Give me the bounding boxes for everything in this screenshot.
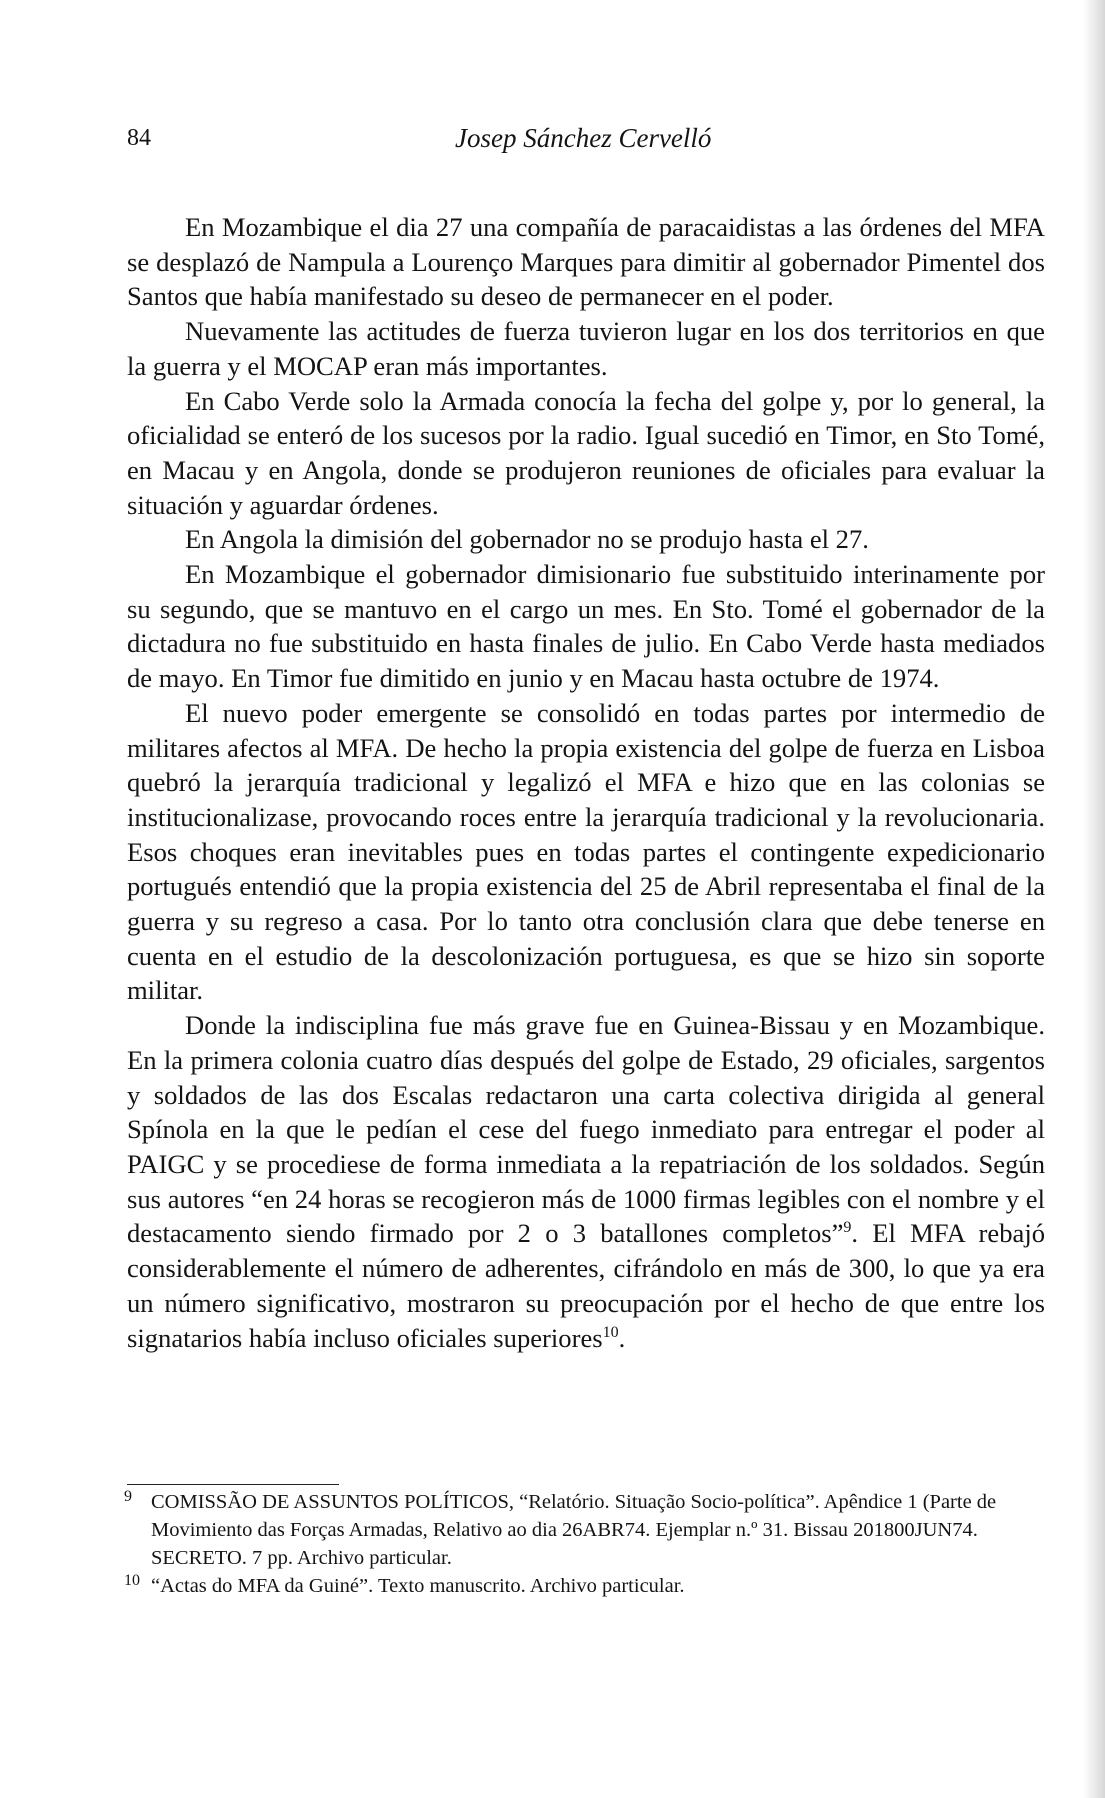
paragraph: En Cabo Verde solo la Armada conocía la fecha del golpe y, por lo general, la oficialidad se enteró de los sucesos por la radio. Igual sucedió en Timor, en Sto Tomé, en Macau y en Angola, donde se produjeron reuniones de oficiales para evaluar la situación y aguardar órdenes. <box>127 385 1045 520</box>
footnotes <box>124 1488 1044 1600</box>
page-number: 84 <box>127 125 151 151</box>
footnote-text: “Actas do MFA da Guiné”. Texto manuscrito. Archivo particular. <box>151 1575 685 1597</box>
running-head: Josep Sánchez Cervelló <box>455 123 712 153</box>
footnote-text: COMISSÃO DE ASSUNTOS POLÍTICOS, “Relatório. Situação Socio-política”. Apêndice 1 (Parte de Movimiento das Forças Armadas, Relativo ao dia 26ABR74. Ejemplar n.º 31. Bissau 201800JUN74. SECRETO. 7 pp. Archivo particular. <box>151 1491 997 1569</box>
paragraph: En Mozambique el dia 27 una compañía de paracaidistas a las órdenes del MFA se desplazó de Nampula a Lourenço Marques para dimitir al gobernador Pimentel dos Santos que había manifestado su deseo de permanecer en el poder. <box>127 212 1045 312</box>
footnote-mark: 10 <box>124 1572 140 1589</box>
footnote-ref-10[interactable]: 10 <box>602 1323 619 1341</box>
page-edge-shadow <box>1083 0 1105 1798</box>
paragraph-text: . <box>618 1322 626 1353</box>
page-header <box>127 118 1047 158</box>
footnote-separator <box>127 1484 339 1485</box>
footnote-ref-9[interactable]: 9 <box>843 1219 852 1237</box>
paragraph-text: . El MFA rebajó considerablemente el número de adherentes, cifrándolo en más de 300, lo que ya era un número significativo, mostraron su preocupación por el hecho de que entre los signatarios había incluso oficiales superiores <box>127 1218 1046 1353</box>
paragraph: En Mozambique el gobernador dimisionario fue substituido interinamente por su segundo, que se mantuvo en el cargo un mes. En Sto. Tomé el gobernador de la dictadura no fue substituido en hasta finales de julio. En Cabo Verde hasta mediados de mayo. En Timor fue dimitido en junio y en Macau hasta octubre de 1974. <box>127 559 1045 694</box>
body-text <box>127 210 1045 1355</box>
paragraph-text: Donde la indisciplina fue más grave fue en Guinea-Bissau y en Mozambique. En la primera colonia cuatro días después del golpe de Estado, 29 oficiales, sargentos y soldados de las dos Escalas redactaron una carta colectiva dirigida al general Spínola en la que le pedían el cese del fuego inmediato para entregar el poder al PAIGC y se procediese de forma inmediata a la repatriación de los soldados. Según sus autores “en 24 horas se recogieron más de 1000 firmas legibles con el nombre y el destacamento siendo firmado por 2 o 3 batallones completos” <box>127 1010 1045 1249</box>
paragraph: El nuevo poder emergente se consolidó en todas partes por intermedio de militares afectos al MFA. De hecho la propia existencia del golpe de fuerza en Lisboa quebró la jerarquía tradicional y legalizó el MFA e hizo que en las colonias se institucionalizase, provocando roces entre la jerarquía tradicional y la revolucionaria. Esos choques eran inevitables pues en todas partes el contingente expedicionario portugués entendió que la propia existencia del 25 de Abril representaba el final de la guerra y su regreso a casa. Por lo tanto otra conclusión clara que debe tenerse en cuenta en el estudio de la descolonización portuguesa, es que se hizo sin soporte militar. <box>127 697 1045 1006</box>
footnote <box>124 1488 1044 1572</box>
footnote <box>124 1572 1044 1600</box>
footnote-mark: 9 <box>124 1488 132 1505</box>
paragraph-with-notes <box>127 1008 1045 1355</box>
paragraph: Nuevamente las actitudes de fuerza tuvieron lugar en los dos territorios en que la guerra y el MOCAP eran más importantes. <box>127 316 1045 381</box>
paragraph: En Angola la dimisión del gobernador no se produjo hasta el 27. <box>185 524 869 555</box>
